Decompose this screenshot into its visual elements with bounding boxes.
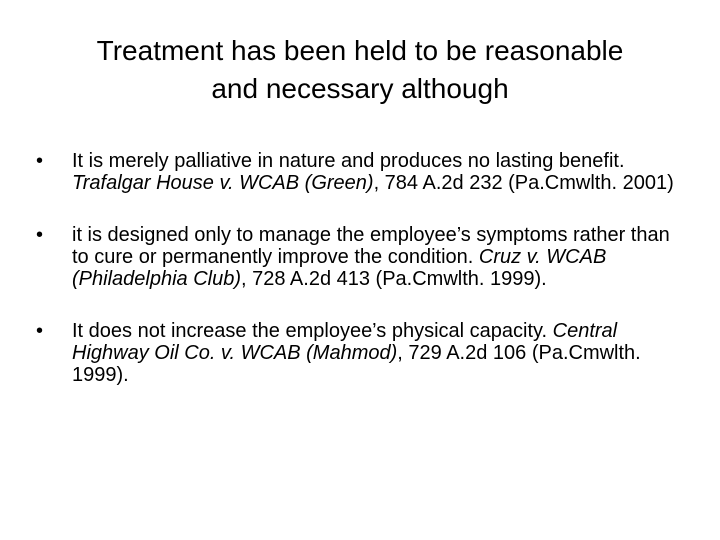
case-name: Central Highway Oil Co. v. WCAB (Mahmod) [72, 320, 618, 364]
bullet-dot: • [36, 150, 44, 172]
bullet-text: It does not increase the employee’s physical capacity. [72, 320, 553, 342]
bullet-item-symptom-management [36, 224, 686, 290]
case-citation: , 728 A.2d 413 (Pa.Cmwlth. 1999). [240, 268, 547, 290]
case-citation: , 784 A.2d 232 (Pa.Cmwlth. 2001) [373, 172, 674, 194]
bullet-list [36, 150, 686, 416]
bullet-text: it is designed only to manage the employee’s symptoms rather than to cure or permanently improve the condition. [72, 224, 670, 268]
bullet-item-palliative [36, 150, 686, 194]
case-name: Cruz v. WCAB (Philadelphia Club) [72, 246, 607, 290]
case-name: Trafalgar House v. WCAB (Green) [72, 172, 374, 194]
slide-title-line-1: Treatment has been held to be reasonable [96, 35, 624, 66]
bullet-dot: • [36, 224, 44, 246]
slide-title-line-2: and necessary although [211, 73, 509, 104]
bullet-item-physical-capacity [36, 320, 686, 386]
slide-title [30, 32, 690, 108]
case-citation: , 729 A.2d 106 (Pa.Cmwlth. 1999). [72, 342, 641, 386]
bullet-dot: • [36, 320, 44, 342]
bullet-text: It is merely palliative in nature and produces no lasting benefit. [72, 150, 625, 172]
